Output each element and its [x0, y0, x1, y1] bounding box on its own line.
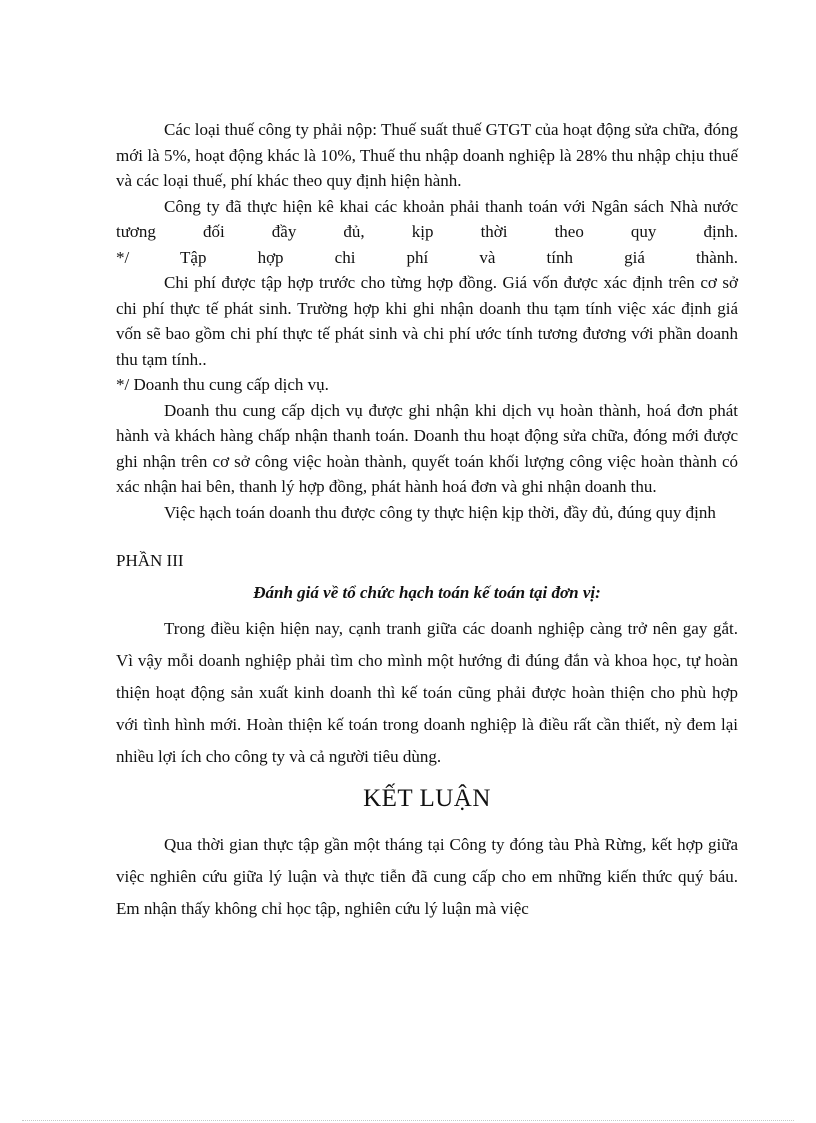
heading-cost-pricing: */ Tập hợp chi phí và tính giá thành.	[116, 247, 738, 267]
paragraph-tax: Các loại thuế công ty phải nộp: Thuế suất thuế GTGT của hoạt động sửa chữa, đóng mới là 5%, hoạt động khác là 10%, Thuế thu nhập doanh nghiệp là 28% thu nhập chịu thuế và các loại thuế, phí khác theo quy định hiện hành.	[116, 120, 738, 190]
section-tax-revenue	[116, 117, 738, 525]
page-content	[116, 117, 738, 925]
paragraph-revenue-accounting: Việc hạch toán doanh thu được công ty thực hiện kịp thời, đầy đủ, đúng quy định	[164, 502, 716, 522]
conclusion-heading: KẾT LUẬN	[363, 785, 491, 812]
paragraph-cost: Chi phí được tập hợp trước cho từng hợp đồng. Giá vốn được xác định trên cơ sở chi phí thực tế phát sinh. Trường hợp khi ghi nhận doanh thu tạm tính việc xác định giá vốn sẽ bao gồm chi phí thực tế phát sinh và chi phí ước tính tương đương với phần doanh thu tạm tính..	[116, 273, 738, 369]
part-title: Đánh giá về tổ chức hạch toán kế toán tại đơn vị:	[253, 583, 601, 602]
paragraph-budget: Công ty đã thực hiện kê khai các khoản phải thanh toán với Ngân sách Nhà nước tương đối đầy đủ, kịp thời theo quy định.	[116, 196, 738, 241]
section-conclusion	[116, 779, 738, 925]
paragraph-conclusion: Qua thời gian thực tập gần một tháng tại Công ty đóng tàu Phà Rừng, kết hợp giữa việc nghiên cứu giữa lý luận và thực tiễn đã cung cấp cho em những kiến thức quý báu. Em nhận thấy không chỉ học tập, nghiên cứu lý luận mà việc	[116, 835, 738, 918]
paragraph-evaluation: Trong điều kiện hiện nay, cạnh tranh giữa các doanh nghiệp càng trở nên gay gắt. Vì vậy mỗi doanh nghiệp phải tìm cho mình một hướng đi đúng đắn và khoa học, tự hoàn thiện hoạt động sản xuất kinh doanh thì kế toán cũng phải được hoàn thiện cho phù hợp với tình hình mới. Hoàn thiện kế toán trong doanh nghiệp là điều rất cần thiết, nỳ đem lại nhiều lợi ích cho công ty và cả người tiêu dùng.	[116, 619, 738, 766]
page-bottom-divider	[22, 1120, 794, 1121]
part-label: PHẦN III	[116, 551, 184, 570]
heading-service-revenue: */ Doanh thu cung cấp dịch vụ.	[116, 375, 329, 394]
section-part-three	[116, 545, 738, 773]
paragraph-service-revenue: Doanh thu cung cấp dịch vụ được ghi nhận khi dịch vụ hoàn thành, hoá đơn phát hành và khách hàng chấp nhận thanh toán. Doanh thu hoạt động sửa chữa, đóng mới được ghi nhận trên cơ sở công việc hoàn thành, quyết toán khối lượng công việc hoàn thành có xác nhận hai bên, thanh lý hợp đồng, phát hành hoá đơn và ghi nhận doanh thu.	[116, 400, 738, 496]
